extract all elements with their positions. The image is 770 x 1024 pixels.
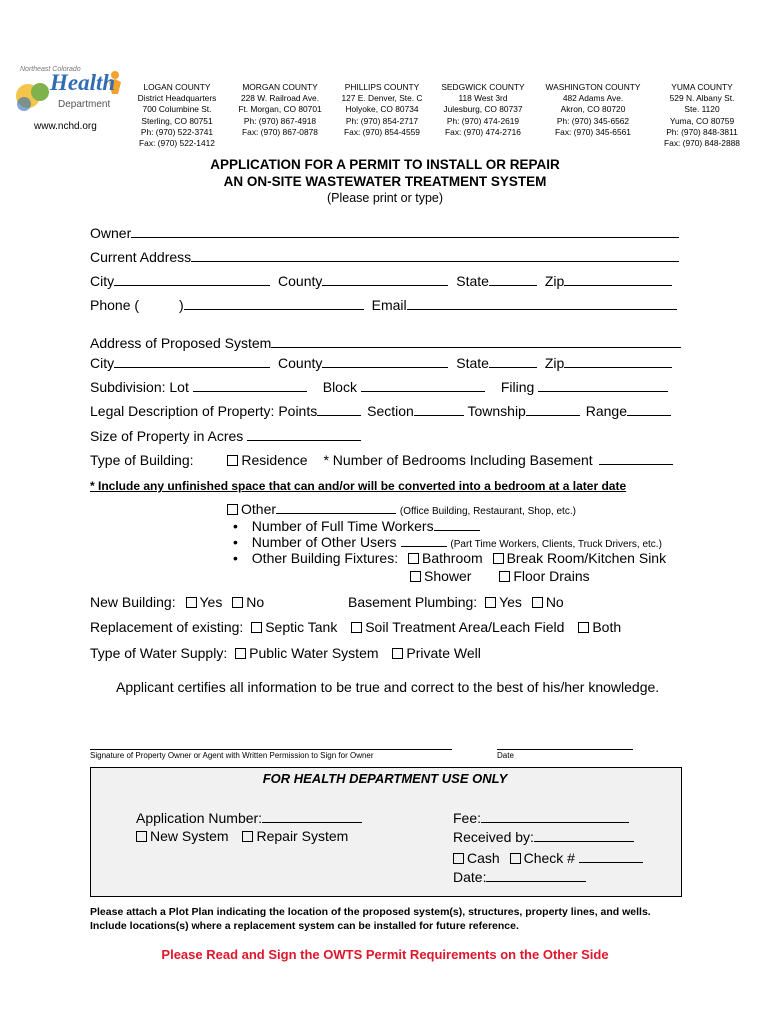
type-building-label: Type of Building: <box>90 452 194 468</box>
county-yuma <box>654 82 750 149</box>
current-address-row <box>90 248 679 265</box>
county-line: Julesburg, CO 80737 <box>443 104 523 115</box>
owts-requirements-note: Please Read and Sign the OWTS Permit Requirements on the Other Side <box>161 947 609 962</box>
new-system-label: New System <box>150 828 229 844</box>
other-label: Other <box>241 501 277 517</box>
residence-label: Residence <box>241 452 308 468</box>
other-checkbox[interactable] <box>227 504 238 515</box>
repair-system-label: Repair System <box>256 828 349 844</box>
county-name: PHILLIPS COUNTY <box>344 82 420 92</box>
app-number-label: Application Number: <box>136 810 263 826</box>
legal-label: Legal Description of Property: Points <box>90 403 318 419</box>
block-field[interactable] <box>361 378 485 392</box>
septic-checkbox[interactable] <box>251 622 262 633</box>
county-line: Fax: (970) 867-0878 <box>242 126 318 137</box>
public-water-label: Public Water System <box>249 645 379 661</box>
county-line: Ph: (970) 867-4918 <box>243 115 317 126</box>
county-line: Sterling, CO 80751 <box>141 115 213 126</box>
county-line: Yuma, CO 80759 <box>669 115 735 126</box>
zip-field[interactable] <box>564 272 672 286</box>
private-well-checkbox[interactable] <box>392 648 403 659</box>
bedrooms-label: * Number of Bedrooms Including Basement <box>323 452 593 468</box>
floor-drains-label: Floor Drains <box>513 568 590 584</box>
points-field[interactable] <box>317 402 361 416</box>
county-line: Fax: (970) 854-4559 <box>344 126 420 137</box>
cash-label: Cash <box>467 850 500 866</box>
county-phillips <box>334 82 430 138</box>
received-by-label: Received by: <box>453 829 534 845</box>
no-label: No <box>246 594 265 610</box>
shower-checkbox[interactable] <box>410 571 421 582</box>
size-row <box>90 427 361 444</box>
county-field[interactable] <box>322 272 448 286</box>
county-line: Fax: (970) 345-6561 <box>555 126 631 137</box>
public-water-checkbox[interactable] <box>235 648 246 659</box>
county-line: District Headquarters <box>137 93 217 104</box>
county-label: County <box>278 355 323 371</box>
office-date-field[interactable] <box>486 868 586 882</box>
shower-label: Shower <box>424 568 472 584</box>
payment-row <box>453 849 643 866</box>
legal-row <box>90 402 671 419</box>
soil-label: Soil Treatment Area/Leach Field <box>365 619 565 635</box>
state-label: State <box>456 355 489 371</box>
certify-text: Applicant certifies all information to be true and correct to the best of his/her knowledge. <box>116 679 660 695</box>
phone-close: ) <box>179 297 184 313</box>
basement-no-checkbox[interactable] <box>532 597 543 608</box>
new-building-no-checkbox[interactable] <box>232 597 243 608</box>
date-line[interactable] <box>497 748 633 750</box>
new-building-label: New Building: <box>90 594 176 610</box>
state-field[interactable] <box>489 272 537 286</box>
date-label: Date <box>497 751 514 760</box>
bathroom-label: Bathroom <box>421 550 483 566</box>
section-label: Section <box>367 403 414 419</box>
county-name: SEDGWICK COUNTY <box>441 82 525 92</box>
form-title-line1: APPLICATION FOR A PERMIT TO INSTALL OR REPAIR <box>210 157 560 172</box>
full-time-field[interactable] <box>434 517 480 531</box>
new-system-checkbox[interactable] <box>136 831 147 842</box>
other-field[interactable] <box>276 500 396 514</box>
logo-figures-icon <box>14 76 54 116</box>
private-well-label: Private Well <box>406 645 481 661</box>
proposed-address-label: Address of Proposed System <box>90 335 272 351</box>
basement-yes-checkbox[interactable] <box>485 597 496 608</box>
county-line: Ph: (970) 474-2619 <box>446 115 520 126</box>
lot-field[interactable] <box>193 378 307 392</box>
fee-row <box>453 809 629 826</box>
county-name: MORGAN COUNTY <box>242 82 318 92</box>
other-note: (Office Building, Restaurant, Shop, etc.) <box>399 506 576 517</box>
proposed-county-field[interactable] <box>322 354 448 368</box>
website-link[interactable]: www.nchd.org <box>34 121 97 132</box>
proposed-address-field[interactable] <box>271 334 681 348</box>
bedrooms-field[interactable] <box>599 451 673 465</box>
other-row <box>227 500 576 517</box>
check-checkbox[interactable] <box>510 853 521 864</box>
break-room-checkbox[interactable] <box>493 553 504 564</box>
fixtures-row-2 <box>410 568 590 584</box>
county-line: 482 Adams Ave. <box>562 93 624 104</box>
fee-label: Fee: <box>453 810 482 826</box>
county-line: 228 W. Railroad Ave. <box>240 93 320 104</box>
app-number-field[interactable] <box>262 809 362 823</box>
township-label: Township <box>467 403 526 419</box>
both-checkbox[interactable] <box>578 622 589 633</box>
filing-label: Filing <box>500 379 535 395</box>
fee-field[interactable] <box>481 809 629 823</box>
county-washington <box>538 82 648 138</box>
county-line: Ph: (970) 522-3741 <box>140 126 214 137</box>
county-line: Ph: (970) 854-2717 <box>345 115 419 126</box>
no-label: No <box>545 594 564 610</box>
block-label: Block <box>322 379 357 395</box>
logo-text-department: Department <box>58 99 111 110</box>
septic-label: Septic Tank <box>265 619 338 635</box>
email-field[interactable] <box>407 296 677 310</box>
signature-label: Signature of Property Owner or Agent with Written Permission to Sign for Owner <box>90 751 374 760</box>
other-users-field[interactable] <box>401 533 447 547</box>
filing-field[interactable] <box>538 378 668 392</box>
replacement-row <box>90 619 621 635</box>
current-address-label: Current Address <box>90 249 192 265</box>
range-label: Range <box>585 403 627 419</box>
county-line: 118 West 3rd <box>458 93 508 104</box>
replacement-label: Replacement of existing: <box>90 619 244 635</box>
received-by-field[interactable] <box>534 828 634 842</box>
fixtures-row <box>233 550 666 566</box>
repair-system-checkbox[interactable] <box>242 831 253 842</box>
residence-checkbox[interactable] <box>227 455 238 466</box>
county-line: Ste. 1120 <box>684 104 720 115</box>
fixtures-label: Other Building Fixtures: <box>251 550 399 566</box>
county-line: Akron, CO 80720 <box>560 104 626 115</box>
floor-drains-checkbox[interactable] <box>499 571 510 582</box>
office-use-title: FOR HEALTH DEPARTMENT USE ONLY <box>262 771 508 786</box>
county-line: 127 E. Denver, Ste. C <box>341 93 423 104</box>
proposed-zip-field[interactable] <box>564 354 672 368</box>
county-logan <box>132 82 222 149</box>
basement-label: Basement Plumbing: <box>348 594 478 610</box>
full-time-row <box>233 517 480 534</box>
proposed-state-field[interactable] <box>489 354 537 368</box>
township-field[interactable] <box>526 402 580 416</box>
other-users-row <box>233 533 662 550</box>
form-title-line2: AN ON-SITE WASTEWATER TREATMENT SYSTEM <box>223 174 547 189</box>
app-number-row <box>136 809 362 826</box>
check-number-field[interactable] <box>579 849 643 863</box>
zip-label: Zip <box>544 355 565 371</box>
plot-plan-note: Please attach a Plot Plan indicating the location of the proposed system(s), structures, property lines, and wells. Include locations(s) where a replacement system can be installed for future reference. <box>90 906 651 932</box>
city-label: City <box>90 273 115 289</box>
cash-checkbox[interactable] <box>453 853 464 864</box>
system-type-row <box>136 828 348 844</box>
county-name: YUMA COUNTY <box>671 82 733 92</box>
break-room-label: Break Room/Kitchen Sink <box>506 550 667 566</box>
soil-checkbox[interactable] <box>351 622 362 633</box>
city-label: City <box>90 355 115 371</box>
proposed-city-field[interactable] <box>114 354 270 368</box>
county-line: 529 N. Albany St. <box>669 93 735 104</box>
water-supply-label: Type of Water Supply: <box>90 645 228 661</box>
both-label: Both <box>592 619 622 635</box>
logo-text-region: Northeast Colorado <box>20 66 81 73</box>
county-sedgwick <box>435 82 531 138</box>
size-field[interactable] <box>247 427 361 441</box>
unfinished-note-text: * Include any unfinished space that can and/or will be converted into a bedroom at a later date <box>90 479 627 493</box>
county-morgan <box>231 82 329 138</box>
owner-label: Owner <box>90 225 132 241</box>
county-name: WASHINGTON COUNTY <box>545 82 641 92</box>
other-users-label: Number of Other Users <box>251 534 397 550</box>
phone-label: Phone ( <box>90 297 140 313</box>
bullet-icon: • <box>233 534 238 550</box>
state-label: State <box>456 273 489 289</box>
county-name: LOGAN COUNTY <box>143 82 211 92</box>
type-building-row <box>90 451 673 468</box>
owner-row <box>90 224 679 241</box>
bullet-icon: • <box>233 550 238 566</box>
county-line: Ft. Morgan, CO 80701 <box>238 104 322 115</box>
county-line: 700 Columbine St. <box>142 104 212 115</box>
phone-area-field[interactable] <box>139 297 179 310</box>
owner-field[interactable] <box>131 224 679 238</box>
received-by-row <box>453 828 634 845</box>
section-field[interactable] <box>414 402 464 416</box>
county-line: Ph: (970) 345-6562 <box>556 115 630 126</box>
basement-row <box>348 594 564 610</box>
county-line: Fax: (970) 474-2716 <box>445 126 521 137</box>
county-line: Ph: (970) 848-3811 <box>666 126 738 137</box>
zip-label: Zip <box>544 273 565 289</box>
county-line: Fax: (970) 522-1412 <box>139 138 215 149</box>
signature-line[interactable] <box>90 748 452 750</box>
county-label: County <box>278 273 323 289</box>
health-department-logo <box>12 66 124 122</box>
logo-text-health: Health <box>50 70 116 95</box>
new-building-row <box>90 594 264 610</box>
size-label: Size of Property in Acres <box>90 428 244 444</box>
proposed-address-row <box>90 334 681 351</box>
subdivision-row <box>90 378 668 395</box>
office-date-row <box>453 868 586 885</box>
city-field[interactable] <box>114 272 270 286</box>
subdivision-label: Subdivision: Lot <box>90 379 189 395</box>
yes-label: Yes <box>499 594 522 610</box>
current-address-field[interactable] <box>191 248 679 262</box>
other-users-note: (Part Time Workers, Clients, Truck Drivers, etc.) <box>450 539 662 550</box>
new-building-yes-checkbox[interactable] <box>186 597 197 608</box>
unfinished-note <box>90 477 626 495</box>
proposed-city-row <box>90 354 672 371</box>
county-line: Holyoke, CO 80734 <box>345 104 419 115</box>
office-date-label: Date: <box>453 869 487 885</box>
range-field[interactable] <box>627 402 671 416</box>
form-subtitle: (Please print or type) <box>326 191 444 205</box>
city-row <box>90 272 672 289</box>
water-supply-row <box>90 645 481 661</box>
county-line: Fax: (970) 848-2888 <box>664 138 740 149</box>
check-label: Check # <box>523 850 575 866</box>
email-label: Email <box>371 297 407 313</box>
phone-field[interactable] <box>184 296 364 310</box>
bullet-icon: • <box>233 518 238 534</box>
bathroom-checkbox[interactable] <box>408 553 419 564</box>
phone-row <box>90 296 677 313</box>
yes-label: Yes <box>199 594 223 610</box>
full-time-label: Number of Full Time Workers <box>251 518 434 534</box>
